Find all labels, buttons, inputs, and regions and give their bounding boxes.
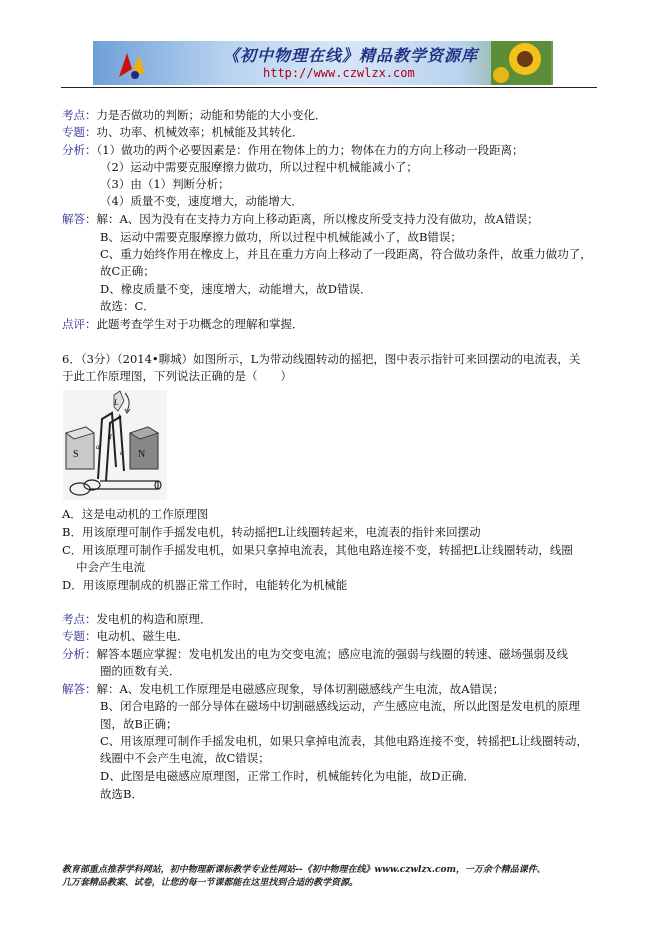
q5-dianping: 点评：此题考查学生对于功概念的理解和掌握．: [62, 317, 304, 331]
svg-text:N: N: [138, 449, 146, 460]
footer-line: 教育部重点推荐学科网站，初中物理新课标教学专业性网站--《初中物理在线》www.czwlzx.com，一万余个精品课件、: [62, 865, 546, 875]
q6-option-b[interactable]: B．用该原理可制作手摇发电机，转动摇把L让线圈转起来，电流表的指针来回摆动: [62, 525, 481, 539]
q6-fenxi-line: 圈的匝数有关．: [100, 664, 181, 678]
q6-jieda-line: C、用该原理可制作手摇发电机，如果只拿掉电流表，其他电路连接不变，转摇把L让线圈转动，: [100, 734, 588, 748]
q6-kaodian: 考点：发电机的构造和原理．: [62, 612, 212, 626]
svg-text:S: S: [73, 449, 79, 460]
sunflower-image: [491, 41, 551, 85]
site-logo: [115, 47, 149, 81]
q5-jieda: 解答：解：A、因为没有在支持力方向上移动距离，所以橡皮所受支持力没有做功，故A错误；: [62, 212, 539, 226]
q5-jieda-line: 故选：C．: [100, 299, 155, 313]
header-divider: [61, 87, 597, 88]
q6-option-d[interactable]: D．用该原理制成的机器正常工作时，电能转化为机械能: [62, 578, 348, 592]
q5-zhuanti: 专题：功、功率、机械效率；机械能及其转化．: [62, 125, 304, 139]
q6-jieda: 解答：解：A、发电机工作原理是电磁感应现象，导体切割磁感线产生电流，故A错误；: [62, 682, 505, 696]
generator-diagram: [62, 389, 168, 501]
q6-fenxi: 分析：解答本题应掌握：发电机发出的电为交变电流；感应电流的强弱与线圈的转速、磁场强弱及线: [62, 647, 568, 661]
q5-fenxi-line: （3）由（1）判断分析；: [100, 177, 230, 191]
svg-text:L: L: [114, 398, 119, 407]
q5-fenxi: 分析：（1）做功的两个必要因素是：作用在物体上的力；物体在力的方向上移动一段距离；: [62, 143, 524, 157]
svg-text:a: a: [96, 443, 100, 451]
q5-fenxi-line: （4）质量不变，速度增大，动能增大．: [100, 194, 303, 208]
q6-jieda-line: B、闭合电路的一部分导体在磁场中切割磁感线运动，产生感应电流，所以此图是发电机的原理: [100, 699, 580, 713]
header-banner: [93, 41, 553, 85]
q6-zhuanti: 专题：电动机、磁生电．: [62, 629, 189, 643]
q6-option-a[interactable]: A．这是电动机的工作原理图: [62, 507, 209, 521]
q6-jieda-line: 图，故B正确；: [100, 717, 178, 731]
q5-fenxi-line: （2）运动中需要克服摩擦力做功，所以过程中机械能减小了；: [100, 160, 418, 174]
header-url[interactable]: http://www.czwlzx.com: [263, 66, 415, 80]
svg-text:c: c: [120, 449, 124, 457]
q5-jieda-line: B、运动中需要克服摩擦力做功，所以过程中机械能减小了，故B错误；: [100, 230, 462, 244]
q5-kaodian: 考点：力是否做功的判断；动能和势能的大小变化．: [62, 108, 327, 122]
q5-jieda-line: 故C正确；: [100, 264, 155, 278]
s-magnet: [66, 427, 94, 469]
q5-jieda-line: D、橡皮质量不变，速度增大，动能增大，故D错误．: [100, 282, 372, 296]
q6-jieda-line: D、此图是电磁感应原理图，正常工作时，机械能转化为电能，故D正确．: [100, 769, 475, 783]
q6-stem: 6．（3分）（2014•聊城）如图所示，L为带动线圈转动的摇把，图中表示指针可来回摆动的电流表，关: [62, 352, 581, 366]
svg-text:b: b: [118, 413, 122, 421]
footer-line: 几万套精品教案、试卷，让您的每一节课都能在这里找到合适的教学资源。: [62, 878, 358, 888]
q6-jieda-line: 线圈中不会产生电流，故C错误；: [100, 751, 270, 765]
q6-jieda-line: 故选B．: [100, 787, 143, 801]
q5-jieda-line: C、重力始终作用在橡皮上，并且在重力方向上移动了一段距离，符合做功条件，故重力做功了，: [100, 247, 592, 261]
q6-stem: 于此工作原理图，下列说法正确的是（ ）: [62, 369, 292, 383]
header-title: 《初中物理在线》精品教学资源库: [223, 46, 479, 65]
q6-option-c[interactable]: C．用该原理可制作手摇发电机，如果只拿掉电流表，其他电路连接不变，转摇把L让线圈转动，线圈: [62, 543, 573, 557]
svg-text:d: d: [108, 433, 112, 441]
q6-option-c-cont: 中会产生电流: [76, 560, 145, 574]
n-magnet: [130, 427, 158, 469]
